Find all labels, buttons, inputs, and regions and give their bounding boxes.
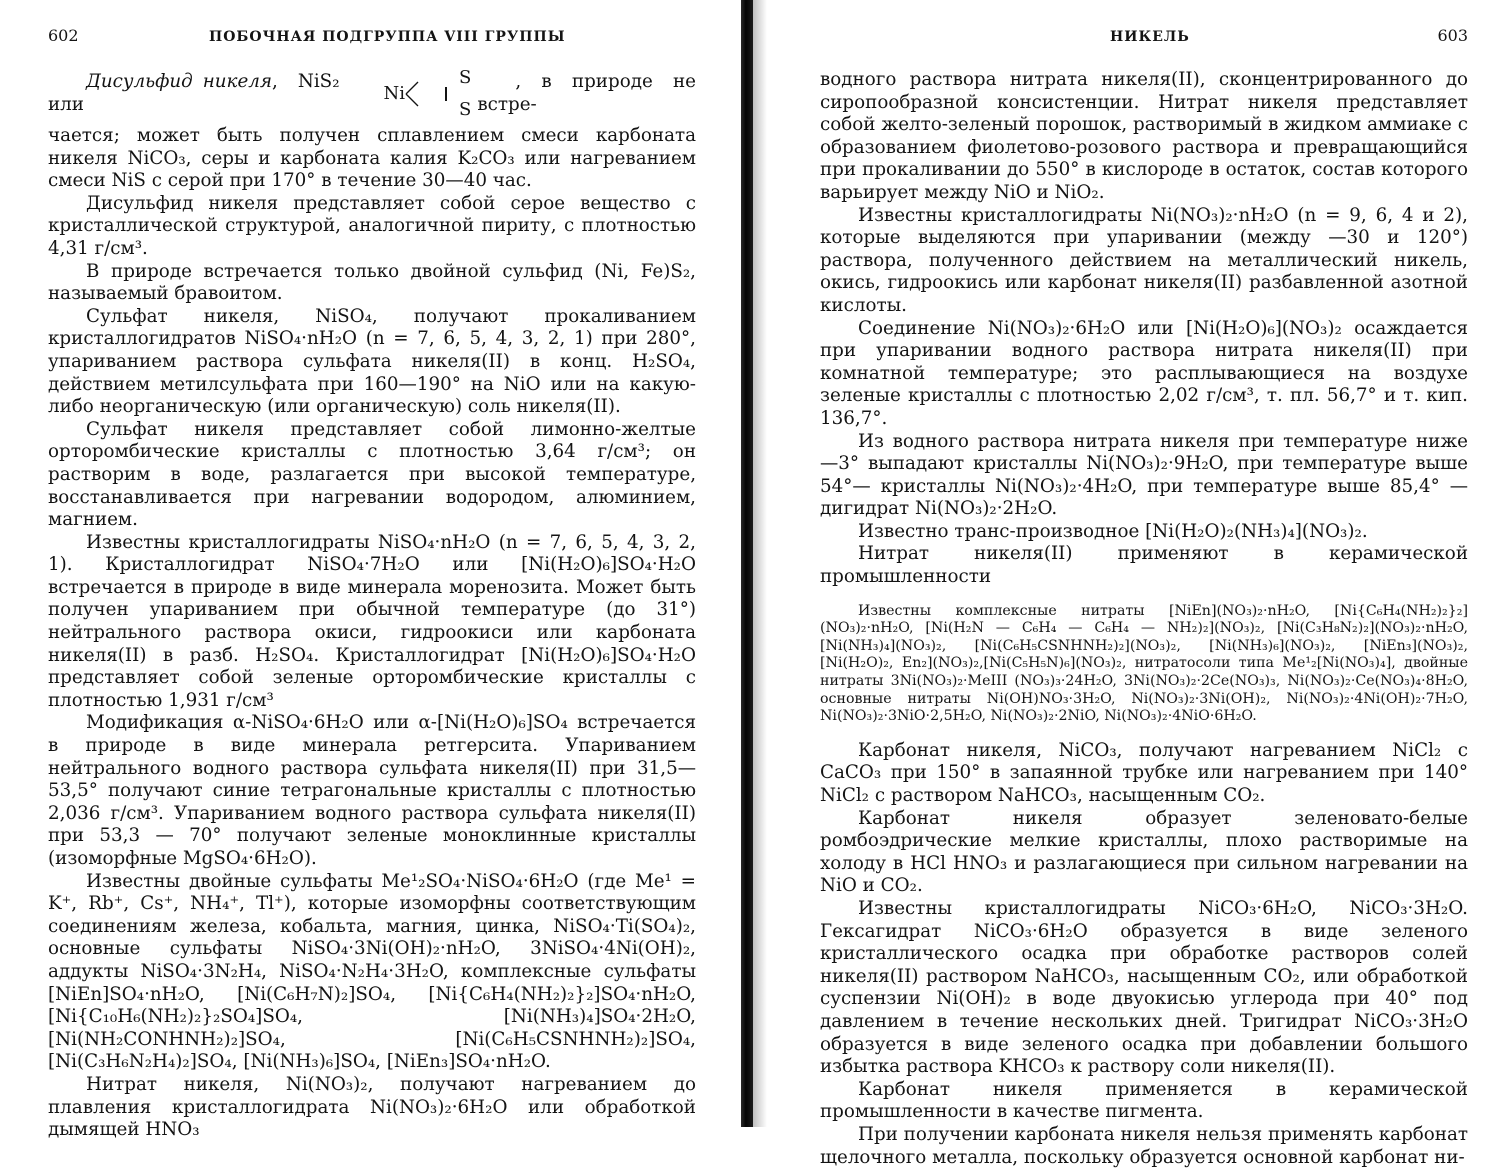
right-paragraph: водного раствора нитрата никеля(II), сконцентрированного до сиропообразной консистенции. Нитрат никеля представляет собой желто-зеленый порошок, растворимый в жидком аммиаке с образованием фиолетово-розового раствора и превращающийся при прокаливании до 550° в кислороде в остаток, состав которого варьирует между NiO и NiO₂. bbox=[820, 69, 1468, 203]
book-spine bbox=[741, 0, 753, 1127]
book-spine-shadow bbox=[753, 0, 767, 1127]
small-print-note: Известны комплексные нитраты [NiEn](NO₃)₂·nH₂O, [Ni{C₆H₄(NH₂)₂}₂](NO₃)₂·nH₂O, [Ni(H₂N — C₆H₄ — C₆H₄ — NH₂)₂](NO₃)₂, [Ni(C₃H₈N₂)₂](NO₃)₂·nH₂O, [Ni(NH₃)₄](NO₃)₂, [Ni(C₆H₅CSNHNH₂)₂](NO₃)₂, [Ni(NH₃)₆](NO₃)₂, [NiEn₃](NO₃)₂, [Ni(H₂O)₂, En₂](NO₃)₂,[Ni(C₅H₅N)₆](NO₃)₂, нитратосоли типа Me¹₂[Ni(NO₃)₄], двойные нитраты 3Ni(NO₃)₂·MeIII (NO₃)₃·24H₂O, 3Ni(NO₃)₂·2Ce(NO₃)₃, Ni(NO₃)₂·Ce(NO₃)₄·8H₂O, основные нитраты Ni(OH)NO₃·3H₂O, Ni(NO₃)₂·3Ni(OH)₂, Ni(NO₃)₂·4Ni(OH)₂·7H₂O, Ni(NO₃)₂·3NiO·2,5H₂O, Ni(NO₃)₂·2NiO, Ni(NO₃)₂·4NiO·6H₂O. bbox=[820, 602, 1468, 725]
nis2-struct-bond bbox=[445, 87, 447, 101]
nis2-struct-s-bottom: S bbox=[459, 99, 472, 120]
left-page bbox=[0, 0, 740, 1141]
right-page-header bbox=[820, 26, 1468, 45]
right-paragraph: Известны кристаллогидраты NiCO₃·6H₂O, NiCO₃·3H₂O. Гексагидрат NiCO₃·6H₂O образуется в виде зеленого кристаллического осадка при обработке растворов солей никеля(II) раствором NaHCO₃, насыщенным CO₂, или обработкой суспензии Ni(OH)₂ в воде двуокисью углерода при 40° под давлением в течение нескольких дней. Тригидрат NiCO₃·3H₂O образуется в виде зеленого осадка при добавлении большого избытка раствора KHCO₃ к раствору соли никеля(II). bbox=[820, 897, 1468, 1078]
disulfide-formula: NiS₂ или bbox=[48, 71, 340, 115]
right-paragraph: Карбонат никеля применяется в керамической промышленности в качестве пигмента. bbox=[820, 1078, 1468, 1123]
left-running-head: ПОБОЧНАЯ ПОДГРУППА VIII ГРУППЫ bbox=[209, 29, 566, 45]
disulfide-intro: Дисульфид никеля, NiS₂ или Ni S S , в природе не встре- bbox=[48, 67, 696, 120]
left-paragraph: Сульфат никеля представляет собой лимонно-желтые орторомбические кристаллы с плотностью 3,64 г/см³; он растворим в воде, разлагается при высокой температуре, восстанавливается при нагревании водородом, алюминием, магнием. bbox=[48, 418, 696, 531]
right-page bbox=[770, 0, 1504, 1168]
right-paragraph: Карбонат никеля образует зеленовато-белые ромбоэдрические мелкие кристаллы, плохо растворимые на холоду в HCl HNO₃ и разлагающиеся при сильном нагревании на NiO и CO₂. bbox=[820, 807, 1468, 897]
nis2-bond-lines bbox=[405, 79, 419, 109]
left-paragraph: Нитрат никеля, Ni(NO₃)₂, получают нагреванием до плавления кристаллогидрата Ni(NO₃)₂·6H₂O или обработкой дымящей HNO₃ bbox=[48, 1073, 696, 1141]
nis2-struct-ni: Ni bbox=[383, 82, 406, 104]
right-paragraph: Известно транс-производное [Ni(H₂O)₂(NH₃)₄](NO₃)₂. bbox=[858, 520, 1368, 542]
nis2-structure bbox=[346, 69, 472, 119]
right-paragraph: Соединение Ni(NO₃)₂·6H₂O или [Ni(H₂O)₆](NO₃)₂ осаждается при упаривании водного раствора нитрата никеля(II) при комнатной температуре; это расплывающиеся на воздухе зеленые кристаллы с плотностью 2,02 г/см³, т. пл. 56,7° и т. кип. 136,7°. bbox=[820, 317, 1468, 429]
left-paragraph: Модификация α-NiSO₄·6H₂O или α-[Ni(H₂O)₆]SO₄ встречается в природе в виде минерала ретгерсита. Упариванием нейтрального водного раствора сульфата никеля(II) при 31,5—53,5° получают синие тетрагональные кристаллы с плотностью 2,036 г/см³. Упариванием водного раствора сульфата никеля(II) при 53,3 — 70° получают зеленые моноклинные кристаллы (изоморфные MgSO₄·6H₂O). bbox=[48, 712, 696, 869]
disulfide-name: Дисульфид никеля bbox=[86, 71, 273, 93]
right-paragraph: Нитрат никеля(II) применяют в керамической промышленности bbox=[820, 543, 1468, 588]
left-paragraph: Дисульфид никеля представляет собой серое вещество с кристаллической структурой, аналогичной пириту, с плотностью 4,31 г/см³. bbox=[48, 192, 696, 259]
left-paragraph: Сульфат никеля, NiSO₄, получают прокаливанием кристаллогидратов NiSO₄·nH₂O (n = 7, 6, 5, 4, 3, 2, 1) при 280°, упариванием раствора сульфата никеля(II) в конц. H₂SO₄, действием метилсульфата при 160—190° на NiO или на какую-либо неорганическую (или органическую) соль никеля(II). bbox=[48, 305, 696, 418]
right-paragraph: При получении карбоната никеля нельзя применять карбонат щелочного металла, поскольку образуется основной карбонат ни- bbox=[820, 1123, 1468, 1168]
nis2-struct-s-top: S bbox=[459, 67, 472, 88]
disulfide-tail: , в природе не встре- bbox=[477, 71, 696, 115]
right-paragraph: Из водного раствора нитрата никеля при температуре ниже —3° выпадают кристаллы Ni(NO₃)₂·9H₂O, при температуре выше 54°— кристаллы Ni(NO₃)₂·4H₂O, при температуре выше 85,4° — дигидрат Ni(NO₃)₂·2H₂O. bbox=[820, 430, 1468, 520]
right-paragraph: Карбонат никеля, NiCO₃, получают нагреванием NiCl₂ с CaCO₃ при 150° в запаянной трубке или нагреванием при 140° NiCl₂ с раствором NaHCO₃, насыщенным CO₂. bbox=[820, 739, 1468, 806]
left-paragraph: Известны кристаллогидраты NiSO₄·nH₂O (n = 7, 6, 5, 4, 3, 2, 1). Кристаллогидрат NiSO₄·7H₂O или [Ni(H₂O)₆]SO₄·H₂O встречается в природе в виде минерала моренозита. Может быть получен упариванием при обычной температуре (до 31°) нейтрального раствора окиси, гидроокиси или карбоната никеля(II) в разб. H₂SO₄. Кристаллогидрат [Ni(H₂O)₆]SO₄·H₂O представляет собой зеленые орторомбические кристаллы с плотностью 1,931 г/см³ bbox=[48, 531, 696, 711]
right-paragraph: Известны кристаллогидраты Ni(NO₃)₂·nH₂O (n = 9, 6, 4 и 2), которые выделяются при упаривании (между —30 и 120°) раствора, полученного действием на металлический никель, окись, гидроокись или карбонат никеля(II) разбавленной азотной кислоты. bbox=[820, 204, 1468, 316]
left-paragraph: чается; может быть получен сплавлением смеси карбоната никеля NiCO₃, серы и карбоната калия K₂CO₃ или нагреванием смеси NiS с серой при 170° в течение 30—40 час. bbox=[48, 125, 696, 192]
left-page-header bbox=[48, 26, 696, 45]
right-page-number: 603 bbox=[1437, 26, 1468, 45]
left-paragraph: В природе встречается только двойной сульфид (Ni, Fe)S₂, называемый бравоитом. bbox=[48, 260, 696, 305]
left-paragraph: Известны двойные сульфаты Me¹₂SO₄·NiSO₄·6H₂O (где Me¹ = K⁺, Rb⁺, Cs⁺, NH₄⁺, Tl⁺), которые изоморфны соответствующим соединениям железа, кобальта, магния, цинка, NiSO₄·Ti(SO₄)₂, основные сульфаты NiSO₄·3Ni(OH)₂·nH₂O, 3NiSO₄·4Ni(OH)₂, аддукты NiSO₄·3N₂H₄, NiSO₄·N₂H₄·3H₂O, комплексные сульфаты [NiEn]SO₄·nH₂O, [Ni(C₆H₇N)₂]SO₄, [Ni{C₆H₄(NH₂)₂}₂]SO₄·nH₂O, [Ni{C₁₀H₆(NH₂)₂}₂SO₄]SO₄, [Ni(NH₃)₄]SO₄·2H₂O, [Ni(NH₂CONHNH₂)₂]SO₄, [Ni(C₆H₅CSNHNH₂)₂]SO₄, [Ni(C₃H₆N₂H₄)₂]SO₄, [Ni(NH₃)₆]SO₄, [NiEn₃]SO₄·nH₂O. bbox=[48, 870, 696, 1073]
left-page-number: 602 bbox=[48, 26, 79, 45]
right-running-head: НИКЕЛЬ bbox=[1110, 29, 1190, 45]
